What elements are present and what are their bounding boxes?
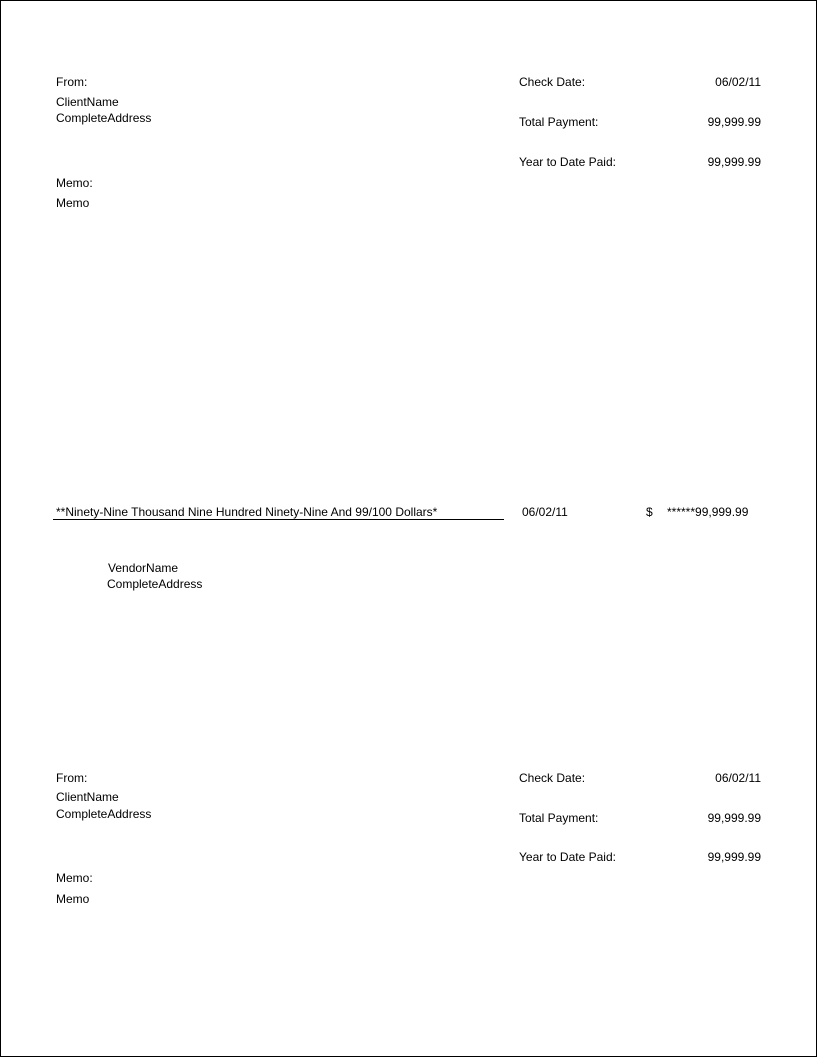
currency-symbol: $ <box>646 505 653 519</box>
bottom-client-address: CompleteAddress <box>56 807 152 821</box>
amount-words-underline <box>53 519 504 520</box>
check-date: 06/02/11 <box>522 505 568 519</box>
check-amount: ******99,999.99 <box>667 505 749 519</box>
bottom-memo-value: Memo <box>56 892 90 906</box>
top-ytd-value: 99,999.99 <box>707 155 761 169</box>
vendor-address: CompleteAddress <box>107 577 203 591</box>
bottom-total-payment-value: 99,999.99 <box>707 811 761 825</box>
bottom-client-name: ClientName <box>56 790 119 804</box>
top-client-address: CompleteAddress <box>56 111 152 125</box>
top-check-date-value: 06/02/11 <box>715 75 761 89</box>
bottom-ytd-value: 99,999.99 <box>707 850 761 864</box>
top-check-date-label: Check Date: <box>519 75 586 89</box>
bottom-memo-label: Memo: <box>56 871 93 885</box>
vendor-name: VendorName <box>108 561 179 575</box>
top-ytd-label: Year to Date Paid: <box>519 155 616 169</box>
top-total-payment-value: 99,999.99 <box>707 115 761 129</box>
top-total-payment-label: Total Payment: <box>519 115 599 129</box>
top-client-name: ClientName <box>56 95 119 109</box>
amount-in-words: **Ninety-Nine Thousand Nine Hundred Ninety-Nine And 99/100 Dollars* <box>56 505 438 519</box>
bottom-ytd-label: Year to Date Paid: <box>519 850 616 864</box>
bottom-total-payment-label: Total Payment: <box>519 811 599 825</box>
bottom-check-date-value: 06/02/11 <box>715 771 761 785</box>
top-memo-label: Memo: <box>56 176 93 190</box>
bottom-check-date-label: Check Date: <box>519 771 586 785</box>
top-memo-value: Memo <box>56 196 90 210</box>
bottom-from-label: From: <box>56 771 88 785</box>
top-from-label: From: <box>56 75 88 89</box>
